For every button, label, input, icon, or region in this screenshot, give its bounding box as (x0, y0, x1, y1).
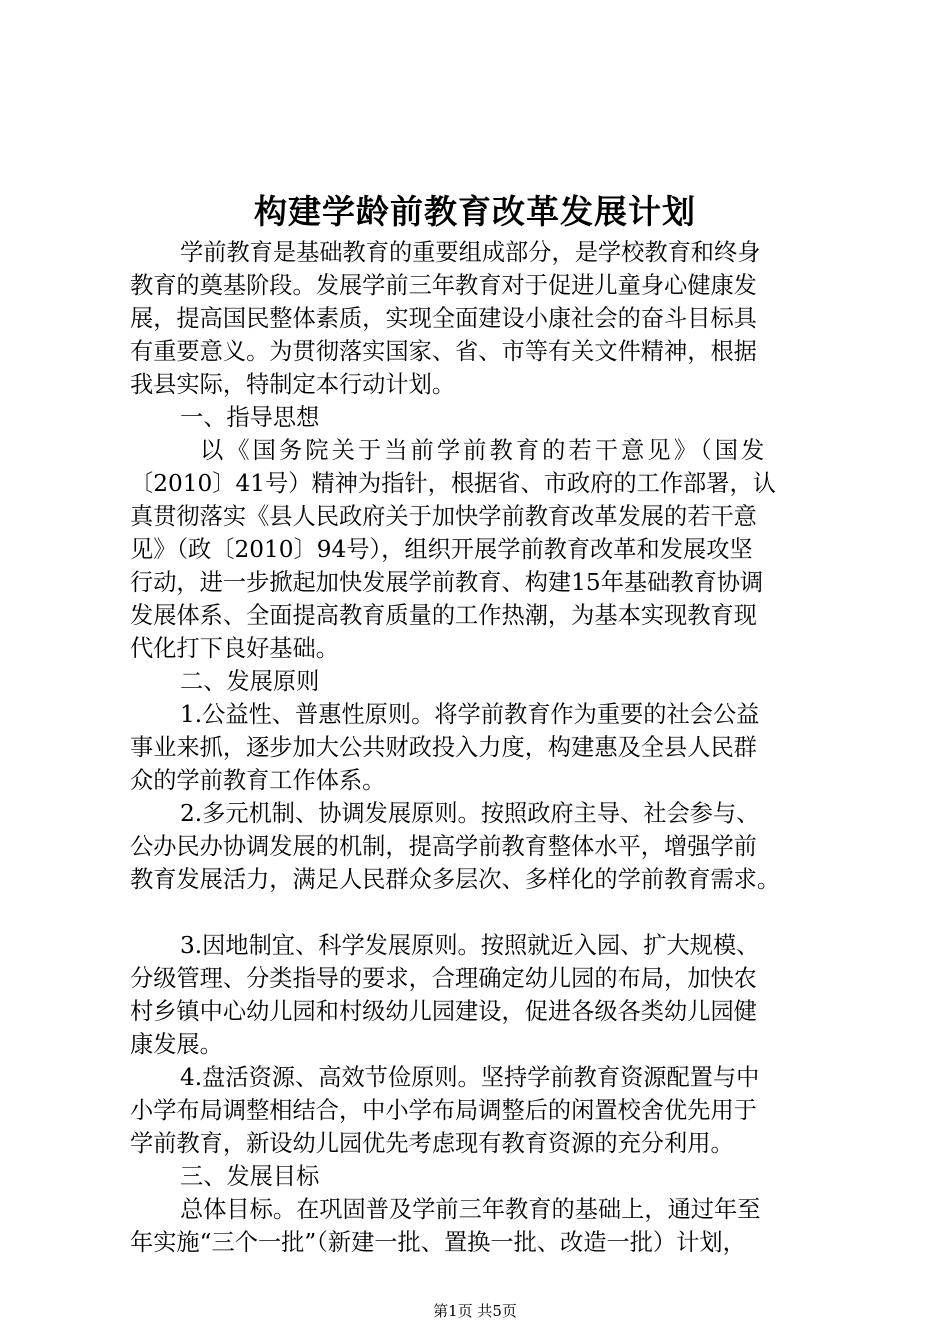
body-line: 学前教育是基础教育的重要组成部分，是学校教育和终身 (180, 239, 761, 266)
page-number-footer: 第1页 共5页 (433, 1302, 517, 1320)
body-line: 分级管理、分类指导的要求，合理确定幼儿园的布局，加快农 (130, 965, 757, 992)
section-heading: 三、发展目标 (180, 1163, 320, 1190)
section-heading: 一、指导思想 (180, 404, 320, 431)
body-line: 学前教育，新设幼儿园优先考虑现有教育资源的充分利用。 (130, 1130, 734, 1157)
body-line: 〔2010〕41号）精神为指针，根据省、市政府的工作部署，认 (130, 470, 776, 497)
body-line: 村乡镇中心幼儿园和村级幼儿园建设，促进各级各类幼儿园健 (130, 998, 757, 1025)
body-line: 总体目标。在巩固普及学前三年教育的基础上，通过年至 (180, 1196, 761, 1223)
body-line: 代化打下良好基础。 (130, 635, 339, 662)
body-line: 见》（政〔2010〕94号），组织开展学前教育改革和发展攻坚 (130, 536, 753, 563)
body-line: 众的学前教育工作体系。 (130, 767, 386, 794)
body-line: 教育的奠基阶段。发展学前三年教育对于促进儿童身心健康发 (130, 272, 757, 299)
body-line: 公办民办协调发展的机制，提高学前教育整体水平，增强学前 (130, 833, 757, 860)
body-line: 2.多元机制、协调发展原则。按照政府主导、社会参与、 (180, 800, 760, 827)
body-line: 我县实际，特制定本行动计划。 (130, 371, 456, 398)
body-line: 展，提高国民整体素质，实现全面建设小康社会的奋斗目标具 (130, 305, 757, 332)
body-line: 年实施“三个一批”（新建一批、置换一批、改造一批）计划， (130, 1229, 746, 1256)
body-line: 以《国务院关于当前学前教育的若干意见》（国发 (200, 437, 768, 464)
body-line: 真贯彻落实《县人民政府关于加快学前教育改革发展的若干意 (130, 503, 757, 530)
body-line: 有重要意义。为贯彻落实国家、省、市等有关文件精神，根据 (130, 338, 757, 365)
body-line: 小学布局调整相结合，中小学布局调整后的闲置校舍优先用于 (130, 1097, 757, 1124)
body-line: 事业来抓，逐步加大公共财政投入力度，构建惠及全县人民群 (130, 734, 757, 761)
body-line: 1.公益性、普惠性原则。将学前教育作为重要的社会公益 (180, 701, 760, 728)
body-line: 教育发展活力，满足人民群众多层次、多样化的学前教育需求。 (130, 866, 781, 893)
body-line: 4.盘活资源、高效节俭原则。坚持学前教育资源配置与中 (180, 1064, 760, 1091)
document-body (130, 236, 830, 1259)
body-line: 行动，进一步掀起加快发展学前教育、构建15年基础教育协调 (130, 569, 764, 596)
blank-line (130, 896, 830, 929)
body-line: 康发展。 (130, 1031, 223, 1058)
body-line: 发展体系、全面提高教育质量的工作热潮，为基本实现教育现 (130, 602, 757, 629)
body-line: 3.因地制宜、科学发展原则。按照就近入园、扩大规模、 (180, 932, 760, 959)
section-heading: 二、发展原则 (180, 668, 320, 695)
document-title: 构建学龄前教育改革发展计划 (254, 192, 696, 231)
